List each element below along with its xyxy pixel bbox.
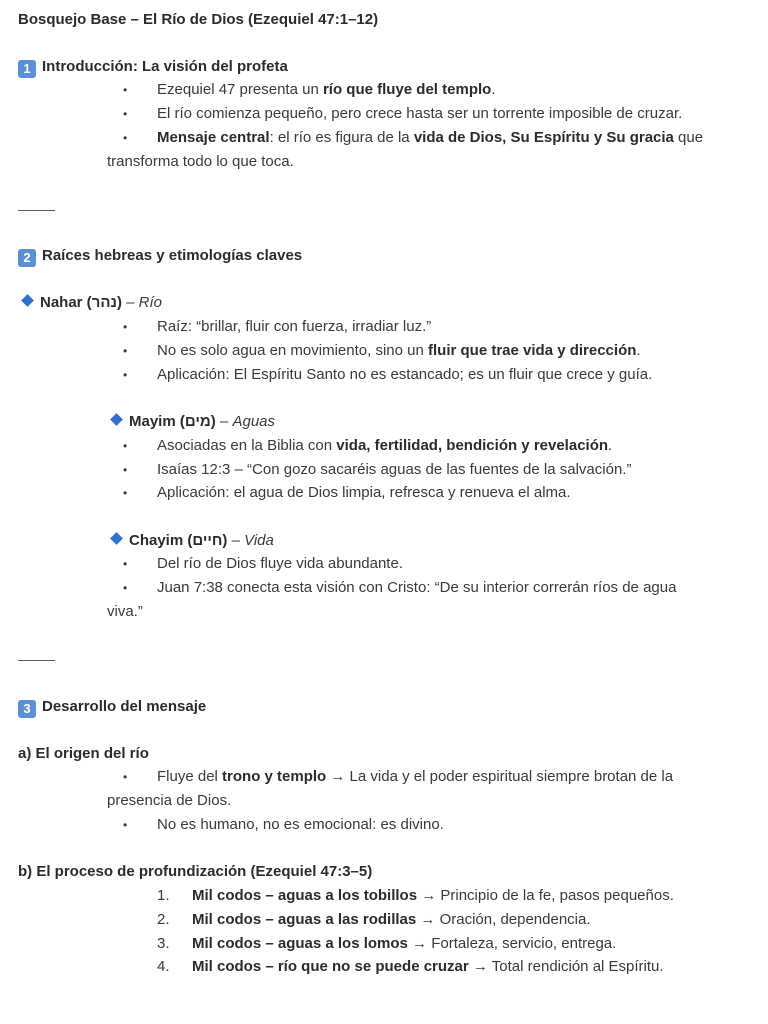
list-item: [157, 341, 641, 361]
section-2-heading: [18, 246, 302, 267]
list-item-continuation: transforma todo lo que toca.: [107, 153, 294, 170]
ordered-number: 4.: [157, 958, 170, 975]
bullet-icon: •: [123, 581, 128, 595]
bold-text: Mil codos – aguas a los tobillos: [192, 887, 418, 904]
term-chayim: [107, 531, 274, 551]
bold-text: trono y templo: [222, 768, 327, 785]
text: → La vida y el poder espiritual siempre brotan de la: [326, 768, 674, 785]
keycap-2-icon: 2: [18, 249, 36, 267]
document-title: Bosquejo Base – El Río de Dios (Ezequiel 47:1–12): [18, 11, 379, 28]
blue-diamond-icon: [110, 413, 123, 426]
term-name: Chayim (חיים): [129, 532, 228, 549]
bullet-icon: •: [123, 463, 128, 477]
text: → Principio de la fe, pasos pequeños.: [417, 887, 674, 904]
keycap-1-icon: 1: [18, 60, 36, 78]
bold-text: Mil codos – aguas a las rodillas: [192, 911, 417, 928]
term-gloss: Río: [138, 294, 162, 311]
list-item: Isaías 12:3 – “Con gozo sacaréis aguas de las fuentes de la salvación.”: [157, 461, 632, 478]
ordered-item: [192, 957, 664, 977]
blue-diamond-icon: [110, 532, 123, 545]
bullet-icon: •: [123, 439, 128, 453]
bold-text: vida de Dios, Su Espíritu y Su gracia: [413, 129, 674, 146]
text: .: [636, 342, 641, 359]
list-item: [157, 436, 612, 456]
list-item-continuation: viva.”: [107, 603, 143, 620]
section-1-heading: [18, 57, 288, 78]
text: : el río es figura de la: [269, 129, 414, 146]
section-1-title: Introducción: La visión del profeta: [42, 58, 288, 75]
bullet-icon: •: [123, 107, 128, 121]
subsection-a-heading: a) El origen del río: [18, 745, 149, 762]
text: –: [215, 413, 233, 430]
text: → Fortaleza, servicio, entrega.: [407, 935, 617, 952]
bold-text: Mil codos – río que no se puede cruzar: [192, 958, 469, 975]
text: .: [608, 437, 613, 454]
bullet-icon: •: [123, 83, 128, 97]
list-item: El río comienza pequeño, pero crece hasta ser un torrente imposible de cruzar.: [157, 105, 683, 122]
list-item: [157, 80, 495, 100]
text: .: [491, 81, 496, 98]
bold-text: río que fluye del templo: [322, 81, 492, 98]
bullet-icon: •: [123, 320, 128, 334]
term-gloss: Vida: [244, 532, 274, 549]
text: → Oración, dependencia.: [416, 911, 591, 928]
ordered-item: [192, 910, 591, 930]
section-3-heading: [18, 697, 206, 718]
text: Ezequiel 47 presenta un: [157, 81, 323, 98]
horizontal-rule: [18, 660, 55, 661]
term-gloss: Aguas: [232, 413, 276, 430]
text: No es solo agua en movimiento, sino un: [157, 342, 428, 359]
list-item: Juan 7:38 conecta esta visión con Cristo: “De su interior correrán ríos de agua: [157, 579, 677, 596]
bullet-icon: •: [123, 770, 128, 784]
bullet-icon: •: [123, 131, 128, 145]
list-item: [157, 128, 703, 148]
list-item: Del río de Dios fluye vida abundante.: [157, 555, 403, 572]
text: Asociadas en la Biblia con: [157, 437, 337, 454]
bullet-icon: •: [123, 818, 128, 832]
text: –: [121, 294, 139, 311]
term-name: Mayim (מים): [129, 413, 216, 430]
text: –: [227, 532, 245, 549]
subsection-b-heading: b) El proceso de profundización (Ezequiel 47:3–5): [18, 863, 373, 880]
bold-text: fluir que trae vida y dirección: [428, 342, 637, 359]
text: → Total rendición al Espíritu.: [468, 958, 664, 975]
bold-text: Mensaje central: [157, 129, 270, 146]
blue-diamond-icon: [21, 294, 34, 307]
ordered-item: [192, 886, 674, 906]
ordered-number: 3.: [157, 935, 170, 952]
bullet-icon: •: [123, 486, 128, 500]
section-3-title: Desarrollo del mensaje: [42, 698, 207, 715]
keycap-3-icon: 3: [18, 700, 36, 718]
list-item: No es humano, no es emocional: es divino.: [157, 816, 444, 833]
text: que: [673, 129, 704, 146]
term-mayim: [107, 412, 275, 432]
section-2-title: Raíces hebreas y etimologías claves: [42, 247, 303, 264]
horizontal-rule: [18, 210, 55, 211]
ordered-item: [192, 934, 616, 954]
text: Fluye del: [157, 768, 223, 785]
bold-text: vida, fertilidad, bendición y revelación: [336, 437, 609, 454]
ordered-number: 2.: [157, 911, 170, 928]
list-item: Aplicación: El Espíritu Santo no es estancado; es un fluir que crece y guía.: [157, 366, 653, 383]
bullet-icon: •: [123, 344, 128, 358]
bullet-icon: •: [123, 557, 128, 571]
term-nahar: [18, 293, 162, 313]
term-name: Nahar (נהר): [40, 294, 122, 311]
list-item: Raíz: “brillar, fluir con fuerza, irradiar luz.”: [157, 318, 432, 335]
list-item: Aplicación: el agua de Dios limpia, refresca y renueva el alma.: [157, 484, 571, 501]
list-item: [157, 767, 673, 787]
list-item-continuation: presencia de Dios.: [107, 792, 232, 809]
bullet-icon: •: [123, 368, 128, 382]
bold-text: Mil codos – aguas a los lomos: [192, 935, 408, 952]
ordered-number: 1.: [157, 887, 170, 904]
